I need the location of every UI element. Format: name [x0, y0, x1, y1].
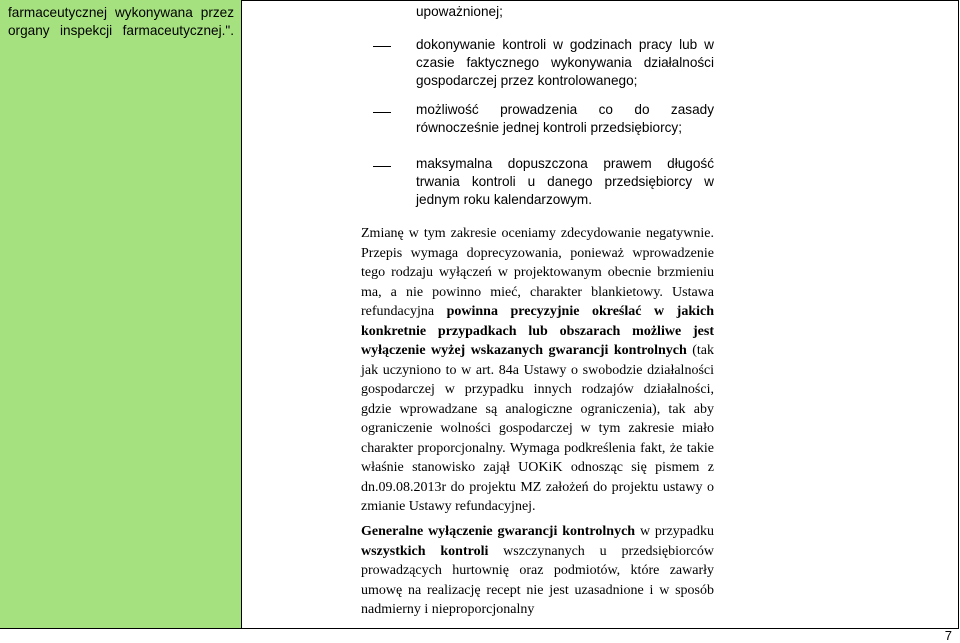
bullet-item-3: maksymalna dopuszczona prawem długość trwania kontroli u danego przedsiębiorcy w jednym roku kalendarzowym. — [416, 156, 714, 207]
paragraph-assessment-rest: (tak jak uczyniono to w art. 84a Ustawy o swobodzie działalności gospodarczej w przypadku innych rodzajów działalności, gdzie wprowadzane są analogiczne ograniczenia), tak aby ograniczenie wolności gospodarczej w tym zakresie miało charakter proporcjonalny. Wymaga podkreślenia fakt, że takie właśnie stanowisko zajął UOKiK odnosząc się pismem z dn.09.08.2013r do projektu MZ założeń do projektu ustawy o zmianie Ustawy refundacyjnej. — [361, 343, 714, 514]
general-exclusion-text-1: w przypadku — [635, 524, 714, 539]
top-border — [242, 0, 958, 1]
general-exclusion-bold-2: wszystkich kontroli — [361, 543, 489, 559]
bullet-dash-3 — [373, 166, 391, 167]
paragraph-assessment-bold: powinna precyzyjnie określać w jakich konkretnie przypadkach lub obszarach możliwe jest wyłączenie wyżej wskazanych gwarancji kontrolnych — [361, 304, 714, 358]
left-column — [0, 0, 242, 629]
top-fragment: upoważnionej; — [416, 4, 503, 19]
general-exclusion-bold-1: Generalne wyłączenie gwarancji kontrolnych — [361, 524, 636, 539]
bullet-item-2: możliwość prowadzenia co do zasady równocześnie jednej kontroli przedsiębiorcy; — [416, 102, 714, 135]
bullet-item-1: dokonywanie kontroli w godzinach pracy lub w czasie faktycznego wykonywania działalności gospodarczej przez kontrolowanego; — [416, 37, 714, 88]
paragraph-assessment — [361, 224, 714, 517]
page-number: 7 — [944, 628, 952, 643]
general-exclusion-text-2: wszczynanych u przedsiębiorców prowadzących hurtownię oraz podmiotów, które zawarły umowę na realizację recept nie jest uzasadnione i w sposób nadmierny i nieproporcjonalny — [361, 543, 714, 617]
right-column — [242, 0, 959, 629]
bullet-dash-1 — [373, 46, 391, 47]
paragraph-general-exclusion — [361, 522, 714, 620]
left-column-text: farmaceutycznej wykonywana przez organy inspekcji farmaceutycznej.". — [8, 5, 234, 38]
paragraph-assessment-intro: Zmianę w tym zakresie oceniamy zdecydowanie negatywnie. Przepis wymaga doprecyzowania, ponieważ wprowadzenie tego rodzaju wyłączeń w projektowanym obecnie brzmieniu ma, a nie powinno mieć, charakter blankietowy. Ustawa refundacyjna — [361, 226, 714, 319]
bullet-dash-2 — [373, 112, 391, 113]
